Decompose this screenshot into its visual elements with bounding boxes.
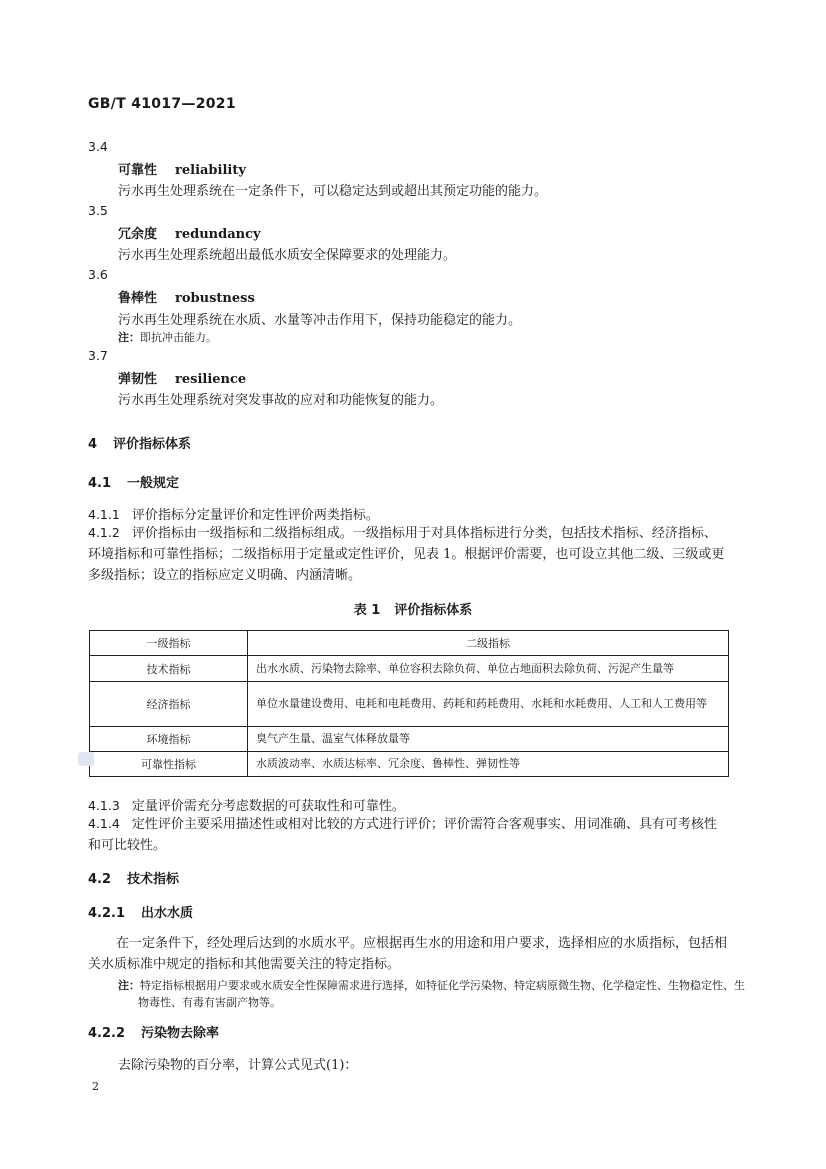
- section-number: 4.2.2: [88, 1026, 126, 1041]
- table-row: [90, 682, 729, 727]
- term-number-3-7: 3.7: [88, 348, 108, 363]
- term-en: resilience: [175, 372, 247, 387]
- term-zh: 可靠性: [118, 163, 158, 178]
- indicator-table: [89, 630, 729, 777]
- note-text: 特定指标根据用户要求或水质安全性保障需求进行选择，如特征化学污染物、特定病原微生物、化学稳定性、生物稳定性、生物毒性、有毒有害副产物等。: [138, 979, 745, 1009]
- table-title: 评价指标体系: [394, 603, 473, 618]
- standard-number: GB/T 41017—2021: [88, 96, 236, 112]
- clause-text: 评价指标由一级指标和二级指标组成。一级指标用于对具体指标进行分类，包括技术指标、经济指标、环境指标和可靠性指标；二级指标用于定量或定性评价，见表 1。根据评价需要，也可设立其他二级、三级或更多级指标；设立的指标应定义明确、内涵清晰。: [88, 526, 725, 583]
- term-zh: 冗余度: [118, 227, 158, 242]
- table-row: [90, 727, 729, 752]
- clause-number: 4.1.3: [88, 798, 120, 813]
- clause-number: 4.1.4: [88, 816, 120, 831]
- cell-level1: 可靠性指标: [90, 752, 248, 777]
- term-en: redundancy: [175, 227, 261, 242]
- section-number: 4: [88, 437, 98, 452]
- term-definition: 污水再生处理系统超出最低水质安全保障要求的处理能力。: [118, 248, 457, 263]
- term-number-3-5: 3.5: [88, 203, 108, 218]
- clause-number: 4.1.1: [88, 507, 120, 522]
- term-zh: 鲁棒性: [118, 291, 158, 306]
- cell-level2: 单位水量建设费用、电耗和电耗费用、药耗和药耗费用、水耗和水耗费用、人工和人工费用等: [248, 682, 729, 727]
- section-number: 4.1: [88, 476, 112, 491]
- note-label: 注：: [118, 979, 140, 992]
- section-title: 评价指标体系: [113, 437, 192, 452]
- table-caption: [0, 599, 826, 618]
- term-definition: 污水再生处理系统在水质、水量等冲击作用下，保持功能稳定的能力。: [118, 313, 522, 328]
- clause-4-1-2: [88, 522, 728, 586]
- cell-level2: 出水水质、污染物去除率、单位容积去除负荷、单位占地面积去除负荷、污泥产生量等: [248, 656, 729, 682]
- term-zh: 弹韧性: [118, 372, 158, 387]
- section-heading-4-2-1: [88, 902, 193, 921]
- table-row: [90, 752, 729, 777]
- header-level1: 一级指标: [90, 631, 248, 656]
- term-3-7: [118, 368, 246, 387]
- header-level2: 二级指标: [248, 631, 729, 656]
- clause-text: 评价指标分定量评价和定性评价两类指标。: [131, 508, 379, 523]
- term-3-4: [118, 159, 246, 178]
- term-en: reliability: [175, 163, 246, 178]
- cell-level2: 水质波动率、水质达标率、冗余度、鲁棒性、弹韧性等: [248, 752, 729, 777]
- clause-4-1-1: [88, 504, 379, 523]
- term-3-5: [118, 223, 261, 242]
- section-heading-4-2-2: [88, 1022, 219, 1041]
- clause-text: 定性评价主要采用描述性或相对比较的方式进行评价；评价需符合客观事实、用词准确、具有可考核性和可比较性。: [88, 817, 717, 853]
- section-title: 污染物去除率: [141, 1026, 220, 1041]
- term-number-3-6: 3.6: [88, 267, 108, 282]
- clause-4-1-3: [88, 795, 405, 814]
- table-number: 表 1: [353, 603, 381, 618]
- section-title: 一般规定: [127, 476, 180, 491]
- clause-4-2-1-body: 在一定条件下，经处理后达到的水质水平。应根据再生水的用途和用户要求，选择相应的水质指标，包括相关水质标准中规定的指标和其他需要关注的特定指标。: [88, 936, 728, 972]
- section-number: 4.2: [88, 872, 112, 887]
- table-header-row: [90, 631, 729, 656]
- section-heading-4-1: [88, 472, 179, 491]
- section-title: 出水水质: [141, 906, 194, 921]
- term-definition: 污水再生处理系统在一定条件下，可以稳定达到或超出其预定功能的能力。: [118, 184, 548, 199]
- term-definition: 污水再生处理系统对突发事故的应对和功能恢复的能力。: [118, 393, 444, 408]
- margin-stamp-icon: [78, 752, 94, 766]
- note-4-2-1: [118, 977, 750, 1011]
- section-number: 4.2.1: [88, 906, 126, 921]
- clause-4-2-2-body: 去除污染物的百分率，计算公式见式(1)：: [118, 1058, 358, 1073]
- cell-level1: 经济指标: [90, 682, 248, 727]
- term-en: robustness: [175, 291, 255, 306]
- cell-level1: 环境指标: [90, 727, 248, 752]
- section-title: 技术指标: [127, 872, 180, 887]
- cell-level1: 技术指标: [90, 656, 248, 682]
- cell-level2: 臭气产生量、温室气体释放量等: [248, 727, 729, 752]
- section-heading-4: [88, 433, 191, 452]
- page-number: 2: [92, 1080, 99, 1093]
- clause-number: 4.1.2: [88, 525, 120, 540]
- clause-text: 定量评价需充分考虑数据的可获取性和可靠性。: [131, 799, 405, 814]
- table-row: [90, 656, 729, 682]
- clause-4-1-4: [88, 813, 728, 856]
- term-note: [118, 329, 217, 345]
- section-heading-4-2: [88, 868, 179, 887]
- term-3-6: [118, 287, 255, 306]
- note-text: 即抗冲击能力。: [140, 331, 217, 344]
- note-label: 注：: [118, 331, 140, 344]
- term-number-3-4: 3.4: [88, 139, 108, 154]
